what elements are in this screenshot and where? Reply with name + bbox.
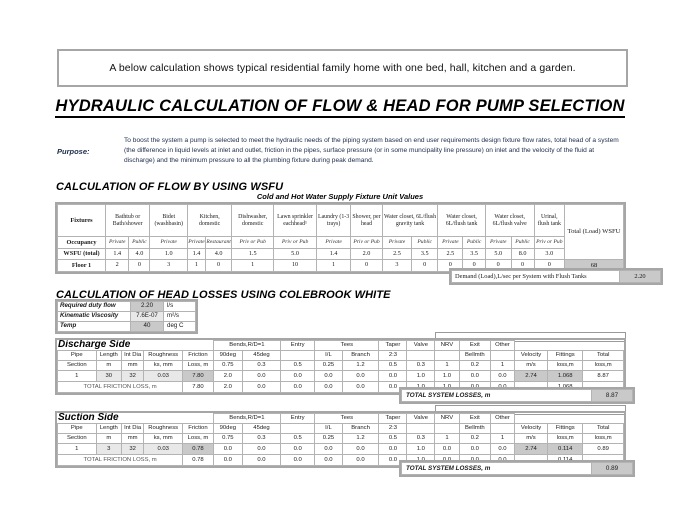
discharge-cell[interactable]: 2.74: [514, 371, 547, 382]
wsfu-fixture-header: Water closet, 6L/flush gravity tank: [382, 205, 437, 237]
suction-col-head2: m/s: [514, 434, 547, 444]
wsfu-occupancy-cell: Private: [485, 237, 511, 249]
duty-param-label: Required duty flow: [58, 302, 131, 312]
wsfu-label-fixtures: Fixtures: [58, 205, 106, 237]
discharge-col-head2: Loss, m: [183, 361, 214, 371]
suction-group-valve: Valve: [407, 414, 435, 424]
discharge-col-head2: m: [96, 361, 121, 371]
wsfu-values-row: [58, 249, 624, 260]
suction-cell[interactable]: 0.0: [379, 444, 407, 455]
wsfu-floor1-cell: 0: [129, 260, 150, 272]
wsfu-value-cell: 2.0: [351, 249, 383, 260]
suction-total-cell: 0.0: [342, 455, 379, 466]
suction-cell[interactable]: 0.0: [491, 444, 515, 455]
suction-col-head1: 90deg: [213, 424, 242, 434]
wsfu-fixtures-row: [58, 205, 624, 237]
duty-row: [58, 302, 196, 312]
discharge-cell[interactable]: 0.0: [242, 371, 280, 382]
discharge-cell[interactable]: 0.03: [144, 371, 183, 382]
purpose-label: Purpose:: [57, 147, 90, 156]
wsfu-occupancy-cell: Priv or Pub: [351, 237, 383, 249]
discharge-col-head2: 1: [435, 361, 459, 371]
suction-total-cell: 0.78: [183, 455, 214, 466]
discharge-col-head1: Branch: [342, 351, 379, 361]
discharge-total-cell: 0.0: [315, 382, 342, 393]
discharge-group-bends-r-d-1: Bends,R/D=1: [213, 341, 280, 351]
wsfu-occupancy-cell: Public: [463, 237, 485, 249]
intro-banner: [57, 49, 628, 87]
suction-col-head2: 1.2: [342, 434, 379, 444]
suction-total-cell: 0.0: [315, 455, 342, 466]
discharge-total-cell: 2.0: [213, 382, 242, 393]
suction-col-head2: 0.5: [281, 434, 315, 444]
wsfu-floor1-cell: 3: [382, 260, 411, 272]
wsfu-occupancy-cell: Priv or Pub: [274, 237, 317, 249]
suction-total-cell: 0.114: [548, 455, 583, 466]
discharge-total-cell: 0.0: [459, 382, 490, 393]
suction-cell[interactable]: 0.0: [459, 444, 490, 455]
wsfu-value-cell: 8.0: [511, 249, 534, 260]
suction-col-head1: Velocity: [514, 424, 547, 434]
suction-col-head2: 0.75: [213, 434, 242, 444]
discharge-group-other: Other: [491, 341, 515, 351]
discharge-total-cell: 0.0: [491, 382, 515, 393]
wsfu-value-cell: 1.4: [106, 249, 129, 260]
suction-total-cell: 0.0: [459, 455, 490, 466]
discharge-group-nrv: NRV: [435, 341, 459, 351]
wsfu-label-total: WSFU (total): [58, 249, 106, 260]
discharge-col-head2: 0.5: [281, 361, 315, 371]
wsfu-value-cell: 1.5: [232, 249, 274, 260]
wsfu-floor1-cell: 10: [274, 260, 317, 272]
demand-row: [452, 271, 661, 283]
suction-col-head1: Pipe: [58, 424, 97, 434]
wsfu-value-cell: 1.4: [188, 249, 206, 260]
wsfu-occupancy-cell: Public: [129, 237, 150, 249]
wsfu-fixture-header: Water closet, 6L/flush valve: [485, 205, 534, 237]
suction-group-header-row: [58, 414, 624, 424]
duty-parameters-table: [57, 301, 196, 332]
discharge-total-cell: 0.0: [242, 382, 280, 393]
discharge-col-head1: [281, 351, 315, 361]
discharge-system-losses-label: TOTAL SYSTEM LOSSES, m: [402, 390, 592, 402]
wsfu-floor1-cell: 1: [232, 260, 274, 272]
suction-cell[interactable]: 0.78: [183, 444, 214, 455]
duty-param-value[interactable]: 2.20: [131, 302, 164, 312]
suction-col-head2: m: [96, 434, 121, 444]
duty-param-label: Kinematic Viscosity: [58, 312, 131, 322]
wsfu-occupancy-cell: Priv or Pub: [232, 237, 274, 249]
discharge-col-head2: mm: [122, 361, 144, 371]
discharge-total-cell: 1.0: [407, 382, 435, 393]
duty-row: [58, 312, 196, 322]
suction-col-head2: 0.25: [315, 434, 342, 444]
suction-col-head1: I/L: [315, 424, 342, 434]
suction-col-head1: Branch: [342, 424, 379, 434]
discharge-cell[interactable]: 0.0: [491, 371, 515, 382]
duty-param-label: Temp: [58, 322, 131, 332]
suction-cell[interactable]: 0.0: [435, 444, 459, 455]
duty-param-value[interactable]: 40: [131, 322, 164, 332]
suction-cell[interactable]: 32: [122, 444, 144, 455]
suction-col-head1: [407, 424, 435, 434]
suction-col-head1: Length: [96, 424, 121, 434]
suction-col-head1: 45deg: [242, 424, 280, 434]
suction-table: [57, 413, 624, 466]
discharge-col-head2: 1.2: [342, 361, 379, 371]
suction-col-head1: [435, 424, 459, 434]
wsfu-value-cell: 4.0: [129, 249, 150, 260]
suction-group-taper: Taper: [379, 414, 407, 424]
suction-total-cell: 0.0: [213, 455, 242, 466]
wsfu-fixture-header: Lawn sprinkler eachhead¹: [274, 205, 317, 237]
discharge-group-spacer-right: [514, 341, 623, 351]
discharge-col-head1: 45deg: [242, 351, 280, 361]
suction-col-head2: ks, mm: [144, 434, 183, 444]
suction-col-head2: 0.3: [242, 434, 280, 444]
discharge-group-entry: Entry: [281, 341, 315, 351]
discharge-cell[interactable]: 0.0: [459, 371, 490, 382]
wsfu-fixture-header: Bidet (washbasin): [150, 205, 188, 237]
suction-system-losses-value: 0.89: [592, 463, 633, 475]
wsfu-occupancy-cell: Private: [188, 237, 206, 249]
discharge-col-head1: I/L: [315, 351, 342, 361]
discharge-total-cell: 1.068: [548, 382, 583, 393]
discharge-col-head1: Roughness: [144, 351, 183, 361]
wsfu-floor1-cell: 0: [205, 260, 231, 272]
discharge-cell[interactable]: 1: [58, 371, 97, 382]
wsfu-occupancy-cell: Public: [511, 237, 534, 249]
wsfu-table-caption: Cold and Hot Water Supply Fixture Unit Values: [256, 192, 424, 201]
wsfu-floor1-cell: 0: [485, 260, 511, 272]
wsfu-floor1-cell: 0: [412, 260, 438, 272]
discharge-col-head2: 0.3: [407, 361, 435, 371]
discharge-side-heading: Discharge Side: [58, 339, 131, 350]
suction-cell[interactable]: 1: [58, 444, 97, 455]
suction-cell[interactable]: 0.0: [281, 444, 315, 455]
suction-group-bends-r-d-1: Bends,R/D=1: [213, 414, 280, 424]
suction-total-cell: 1.0: [407, 455, 435, 466]
suction-total-cell: 0.0: [281, 455, 315, 466]
wsfu-fixture-header: Kitchen, domestic: [188, 205, 232, 237]
discharge-total-cell: 0.0: [342, 382, 379, 393]
suction-col-head1: Roughness: [144, 424, 183, 434]
wsfu-floor1-cell: 0: [511, 260, 534, 272]
discharge-group-spacer-left: [58, 341, 214, 351]
wsfu-fixture-header: Water closet, 6L/flush tank: [438, 205, 486, 237]
wsfu-total-header: Total (Load) WSFU: [565, 205, 624, 260]
suction-col-head1: [491, 424, 515, 434]
suction-group-entry: Entry: [281, 414, 315, 424]
suction-group-exit: Exit: [459, 414, 490, 424]
discharge-cell[interactable]: 1.0: [435, 371, 459, 382]
discharge-col-head1: [407, 351, 435, 361]
suction-col-head2: Section: [58, 434, 97, 444]
suction-col-head2: 1: [435, 434, 459, 444]
discharge-col-head1: Length: [96, 351, 121, 361]
suction-header-row-1: [58, 424, 624, 434]
suction-col-head1: Friction: [183, 424, 214, 434]
wsfu-fixture-header: Urinal, flush tank: [534, 205, 564, 237]
suction-col-head1: Total: [583, 424, 624, 434]
discharge-system-losses-row: [402, 390, 633, 402]
wsfu-value-cell: 2.5: [382, 249, 411, 260]
wsfu-value-cell: 5.0: [485, 249, 511, 260]
suction-col-head2: loss,m: [548, 434, 583, 444]
discharge-total-cell: 1.0: [435, 382, 459, 393]
discharge-cell[interactable]: 8.87: [583, 371, 624, 382]
discharge-col-head2: loss,m: [583, 361, 624, 371]
suction-cell[interactable]: 2.74: [514, 444, 547, 455]
wsfu-fixture-header: Bathtub or Bath/shower: [106, 205, 150, 237]
intro-banner-text: A below calculation shows typical residential family home with one bed, hall, kitchen and a garden.: [109, 62, 576, 74]
discharge-col-head1: [491, 351, 515, 361]
wsfu-value-cell: 3.5: [463, 249, 485, 260]
discharge-group-taper: Taper: [379, 341, 407, 351]
suction-cell[interactable]: 1.0: [407, 444, 435, 455]
discharge-group-exit: Exit: [459, 341, 490, 351]
wsfu-value-cell: 1.4: [316, 249, 350, 260]
wsfu-occupancy-cell: Private: [438, 237, 463, 249]
suction-cell[interactable]: 0.0: [342, 444, 379, 455]
suction-cell[interactable]: 0.03: [144, 444, 183, 455]
discharge-col-head2: 0.2: [459, 361, 490, 371]
suction-total-cell: 0.0: [379, 455, 407, 466]
discharge-cell[interactable]: 0.0: [315, 371, 342, 382]
wsfu-fixture-header: Laundry (1-3 trays): [316, 205, 350, 237]
suction-group-nrv: NRV: [435, 414, 459, 424]
suction-group-other: Other: [491, 414, 515, 424]
discharge-cell[interactable]: 0.0: [379, 371, 407, 382]
duty-param-value[interactable]: 7.6E-07: [131, 312, 164, 322]
suction-col-head2: 0.3: [407, 434, 435, 444]
discharge-col-head2: 0.25: [315, 361, 342, 371]
discharge-col-head1: [435, 351, 459, 361]
section-heading-head-losses: CALCULATION OF HEAD LOSSES USING COLEBROOK WHITE: [56, 289, 391, 301]
discharge-total-cell: 0.0: [281, 382, 315, 393]
suction-total-cell: 0.0: [491, 455, 515, 466]
suction-col-head1: [281, 424, 315, 434]
wsfu-value-cell: 3.0: [534, 249, 564, 260]
discharge-system-losses-value: 8.87: [592, 390, 633, 402]
wsfu-value-cell: 2.5: [438, 249, 463, 260]
suction-col-head2: 0.2: [459, 434, 490, 444]
wsfu-floor1-cell: 0: [463, 260, 485, 272]
suction-cell[interactable]: 0.0: [213, 444, 242, 455]
wsfu-occupancy-cell: Private: [106, 237, 129, 249]
wsfu-occupancy-cell: Priv or Pub: [534, 237, 564, 249]
wsfu-occupancy-cell: Restaurant: [205, 237, 231, 249]
discharge-col-head1: Bellmth: [459, 351, 490, 361]
demand-label: Demand (Load),L/sec per System with Flush Tanks: [452, 271, 620, 283]
page-title: [0, 97, 680, 116]
wsfu-label-occupancy: Occupancy: [58, 237, 106, 249]
demand-table: [451, 270, 661, 283]
suction-col-head2: Loss, m: [183, 434, 214, 444]
section-heading-flow: CALCULATION OF FLOW BY USING WSFU: [56, 181, 284, 193]
wsfu-floor1-cell: 0: [438, 260, 463, 272]
wsfu-total-load-value: 68: [565, 260, 624, 272]
suction-group-tees: Tees: [315, 414, 379, 424]
discharge-cell[interactable]: 0.0: [281, 371, 315, 382]
suction-cell[interactable]: 0.89: [583, 444, 624, 455]
discharge-total-friction-label: TOTAL FRICTION LOSS, m: [58, 382, 183, 393]
suction-group-spacer-right: [514, 414, 623, 424]
page-title-text: HYDRAULIC CALCULATION OF FLOW & HEAD FOR PUMP SELECTION: [55, 97, 624, 118]
demand-value: 2.20: [620, 271, 661, 283]
wsfu-occupancy-row: [58, 237, 624, 249]
discharge-total-cell: 0.0: [379, 382, 407, 393]
discharge-data-row: [58, 371, 624, 382]
discharge-cell[interactable]: 32: [122, 371, 144, 382]
suction-system-losses-row: [402, 463, 633, 475]
suction-cell[interactable]: 3: [96, 444, 121, 455]
discharge-col-head2: m/s: [514, 361, 547, 371]
discharge-table: [57, 340, 624, 393]
suction-col-head2: 1: [491, 434, 515, 444]
duty-param-unit: deg C: [164, 322, 196, 332]
wsfu-value-cell: 1.0: [150, 249, 188, 260]
wsfu-floor1-cell: 0: [351, 260, 383, 272]
suction-system-losses-table: [401, 462, 633, 475]
wsfu-occupancy-cell: Private: [150, 237, 188, 249]
wsfu-floor1-cell: 2: [106, 260, 129, 272]
suction-group-spacer-left: [58, 414, 214, 424]
discharge-cell[interactable]: 2.0: [213, 371, 242, 382]
discharge-cell[interactable]: 0.0: [342, 371, 379, 382]
wsfu-fixture-header: Dishwasher, domestic: [232, 205, 274, 237]
discharge-col-head2: Section: [58, 361, 97, 371]
discharge-col-head2: 0.5: [379, 361, 407, 371]
discharge-group-tees: Tees: [315, 341, 379, 351]
discharge-col-head1: 2:3: [379, 351, 407, 361]
wsfu-occupancy-cell: Private: [316, 237, 350, 249]
suction-col-head2: 0.5: [379, 434, 407, 444]
wsfu-floor1-cell: 1: [188, 260, 206, 272]
discharge-col-head1: Total: [583, 351, 624, 361]
suction-system-losses-label: TOTAL SYSTEM LOSSES, m: [402, 463, 592, 475]
suction-total-cell: 0.0: [435, 455, 459, 466]
discharge-group-valve: Valve: [407, 341, 435, 351]
purpose-text: To boost the system a pump is selected to meet the hydraulic needs of the piping system based on end user requirements design fixture flow rates, total head of a system (the difference in liquid levels at inlet and outlet, friction in the pipes, surface pressure (or in some muncipality line pressure) on inlet and the velocity of the fluid at discharge) and the minimum pressure to all the plumbing fixture during peak demand.: [124, 137, 619, 165]
suction-cell[interactable]: 0.0: [242, 444, 280, 455]
discharge-header-row-2: [58, 361, 624, 371]
wsfu-occupancy-cell: Public: [412, 237, 438, 249]
discharge-cell[interactable]: 1.068: [548, 371, 583, 382]
discharge-col-head2: loss,m: [548, 361, 583, 371]
discharge-col-head1: Friction: [183, 351, 214, 361]
wsfu-table: [57, 204, 624, 272]
discharge-cell[interactable]: 30: [96, 371, 121, 382]
discharge-col-head1: 90deg: [213, 351, 242, 361]
discharge-system-losses-table: [401, 389, 633, 402]
discharge-total-cell: 7.80: [183, 382, 214, 393]
suction-cell[interactable]: 0.0: [315, 444, 342, 455]
suction-data-row: [58, 444, 624, 455]
discharge-col-head1: Velocity: [514, 351, 547, 361]
discharge-group-header-row: [58, 341, 624, 351]
discharge-col-head2: 0.3: [242, 361, 280, 371]
suction-total-cell: 0.0: [242, 455, 280, 466]
suction-total-friction-label: TOTAL FRICTION LOSS, m: [58, 455, 183, 466]
discharge-table-body: [58, 341, 624, 393]
discharge-cell[interactable]: 1.0: [407, 371, 435, 382]
discharge-col-head2: 0.75: [213, 361, 242, 371]
suction-table-body: [58, 414, 624, 466]
discharge-cell[interactable]: 7.80: [183, 371, 214, 382]
suction-header-row-2: [58, 434, 624, 444]
suction-col-head2: loss,m: [583, 434, 624, 444]
wsfu-value-cell: 5.0: [274, 249, 317, 260]
suction-side-heading: Suction Side: [58, 412, 119, 423]
wsfu-floor1-cell: 1: [316, 260, 350, 272]
discharge-header-row-1: [58, 351, 624, 361]
suction-col-head1: Fittings: [548, 424, 583, 434]
wsfu-occupancy-cell: Private: [382, 237, 411, 249]
duty-table-body: [58, 302, 196, 332]
discharge-col-head2: 1: [491, 361, 515, 371]
duty-row: [58, 322, 196, 332]
wsfu-value-cell: 4.0: [205, 249, 231, 260]
suction-col-head1: Bellmth: [459, 424, 490, 434]
wsfu-floor1-cell: 3: [150, 260, 188, 272]
wsfu-fixture-header: Shower, per head: [351, 205, 383, 237]
discharge-col-head2: ks, mm: [144, 361, 183, 371]
wsfu-label-floor1: Floor 1: [58, 260, 106, 272]
wsfu-table-body: [58, 205, 624, 272]
suction-col-head1: Int Dia: [122, 424, 144, 434]
discharge-col-head1: Int Dia: [122, 351, 144, 361]
suction-col-head2: mm: [122, 434, 144, 444]
wsfu-value-cell: 3.5: [412, 249, 438, 260]
discharge-col-head1: Fittings: [548, 351, 583, 361]
wsfu-floor1-cell: 0: [534, 260, 564, 272]
duty-param-unit: l/s: [164, 302, 196, 312]
suction-cell[interactable]: 0.114: [548, 444, 583, 455]
suction-col-head1: 2:3: [379, 424, 407, 434]
duty-param-unit: m²/s: [164, 312, 196, 322]
discharge-col-head1: Pipe: [58, 351, 97, 361]
